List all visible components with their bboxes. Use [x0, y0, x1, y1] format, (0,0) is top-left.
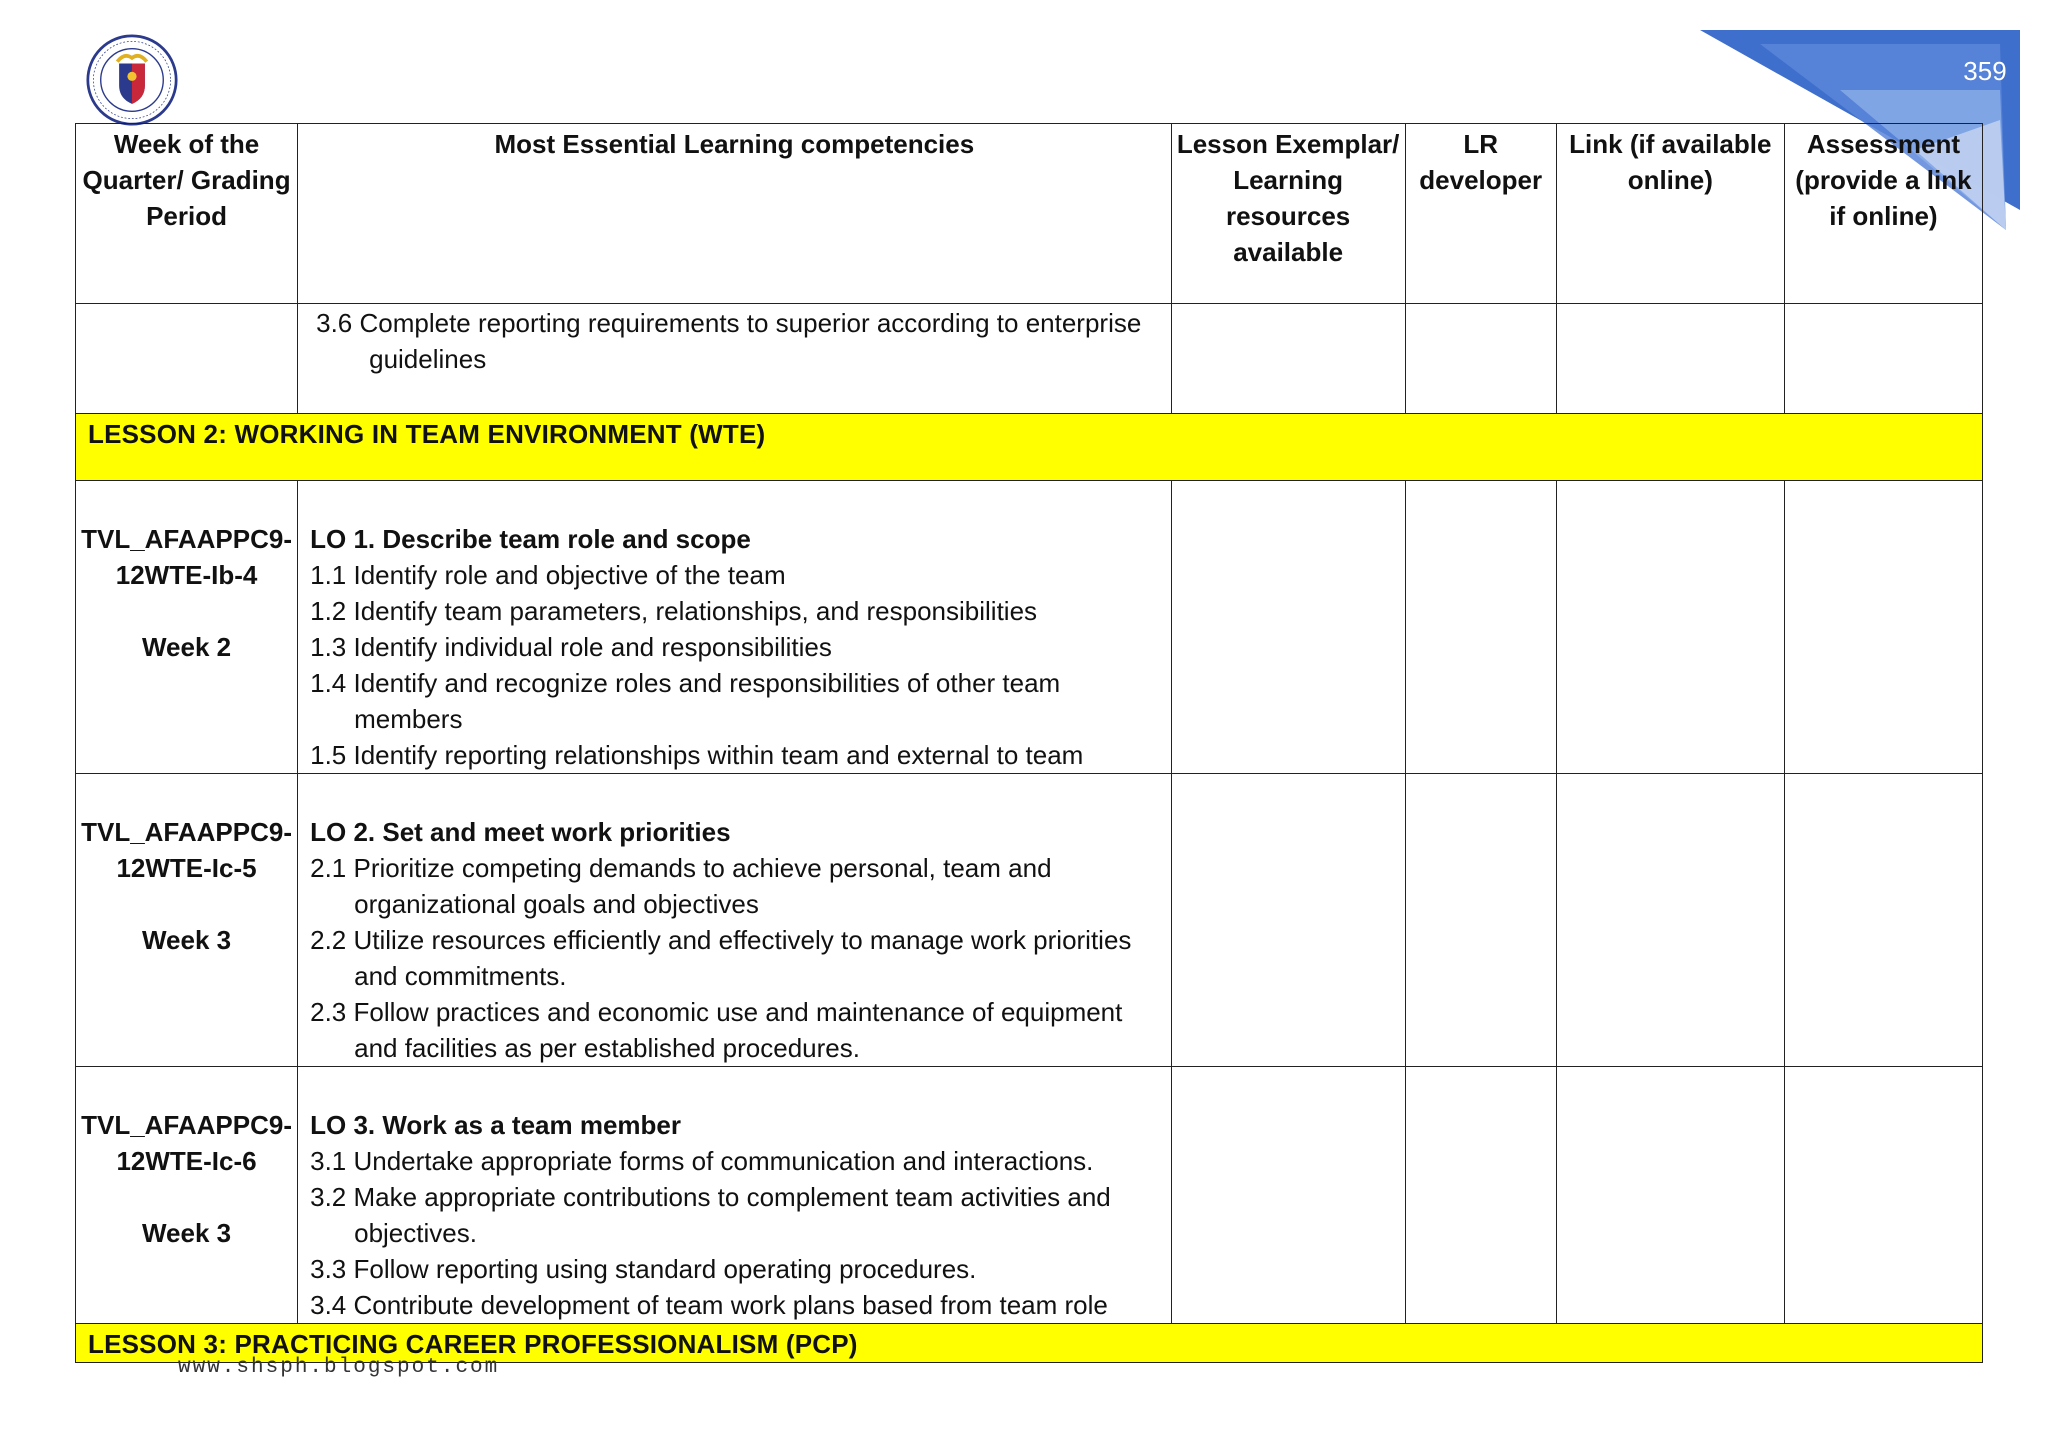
lo-title: LO 1. Describe team role and scope: [310, 524, 751, 554]
week-label: Week 3: [141, 1218, 232, 1248]
header-week: Week of the Quarter/ Grading Period: [76, 124, 298, 304]
competency-item: 1.2 Identify team parameters, relationships, and responsibilities: [310, 596, 1038, 626]
competency-cell: [298, 774, 1171, 1067]
competency-item: 2.2 Utilize resources efficiently and effectively to manage work priorities and commitments.: [310, 925, 1132, 991]
header-row: [76, 124, 1983, 304]
competency-item: 3.1 Undertake appropriate forms of communication and interactions.: [310, 1146, 1094, 1176]
deped-seal-logo: [86, 34, 178, 126]
competency-item: 3.2 Make appropriate contributions to complement team activities and objectives.: [310, 1182, 1111, 1248]
week-label: Week 3: [141, 925, 232, 955]
competency-item: 3.3 Follow reporting using standard operating procedures.: [310, 1254, 977, 1284]
lesson-band: [76, 414, 1983, 481]
competency-item: 1.4 Identify and recognize roles and responsibilities of other team members: [310, 668, 1061, 734]
table-row: [76, 481, 1983, 774]
header-lesson-exemplar: Lesson Exemplar/ Learning resources available: [1171, 124, 1405, 304]
competency-cell: [298, 304, 1171, 414]
competency-code: TVL_AFAAPPC9-12WTE-Ic-6: [81, 1110, 293, 1176]
competency-code: TVL_AFAAPPC9-12WTE-Ic-5: [81, 817, 293, 883]
header-link: Link (if available online): [1556, 124, 1784, 304]
competency-item: 3.4 Contribute development of team work plans based from team role: [310, 1290, 1108, 1320]
competency-item: 1.1 Identify role and objective of the team: [310, 560, 786, 590]
code-cell: [76, 1067, 298, 1324]
header-assessment: Assessment (provide a link if online): [1784, 124, 1982, 304]
lo-title: LO 2. Set and meet work priorities: [310, 817, 731, 847]
competency-table: [75, 123, 1983, 1363]
code-cell: [76, 481, 298, 774]
table-row: [76, 1067, 1983, 1324]
footer-url: www.shsph.blogspot.com: [178, 1356, 500, 1379]
competency-item: 1.5 Identify reporting relationships within team and external to team: [310, 740, 1084, 770]
header-competencies: Most Essential Learning competencies: [298, 124, 1171, 304]
header-lr-developer: LR developer: [1405, 124, 1556, 304]
competency-cell: [298, 1067, 1171, 1324]
lesson-title: LESSON 3: PRACTICING CAREER PROFESSIONALISM (PCP): [76, 1324, 1983, 1363]
table-row: [76, 304, 1983, 414]
page-number: 359: [1963, 56, 2007, 86]
lesson-title: LESSON 2: WORKING IN TEAM ENVIRONMENT (WTE): [76, 414, 1983, 481]
table-row: [76, 774, 1983, 1067]
competency-cell: [298, 481, 1171, 774]
competency-item: 3.6 Complete reporting requirements to superior according to enterprise guidelines: [316, 308, 1142, 374]
lo-title: LO 3. Work as a team member: [310, 1110, 682, 1140]
week-label: Week 2: [141, 632, 232, 662]
competency-code: TVL_AFAAPPC9-12WTE-Ib-4: [81, 524, 293, 590]
competency-item: 2.1 Prioritize competing demands to achieve personal, team and organizational goals and objectives: [310, 853, 1052, 919]
competency-item: 2.3 Follow practices and economic use and maintenance of equipment and facilities as per established procedures.: [310, 997, 1123, 1063]
code-cell: [76, 774, 298, 1067]
competency-item: 1.3 Identify individual role and responsibilities: [310, 632, 832, 662]
